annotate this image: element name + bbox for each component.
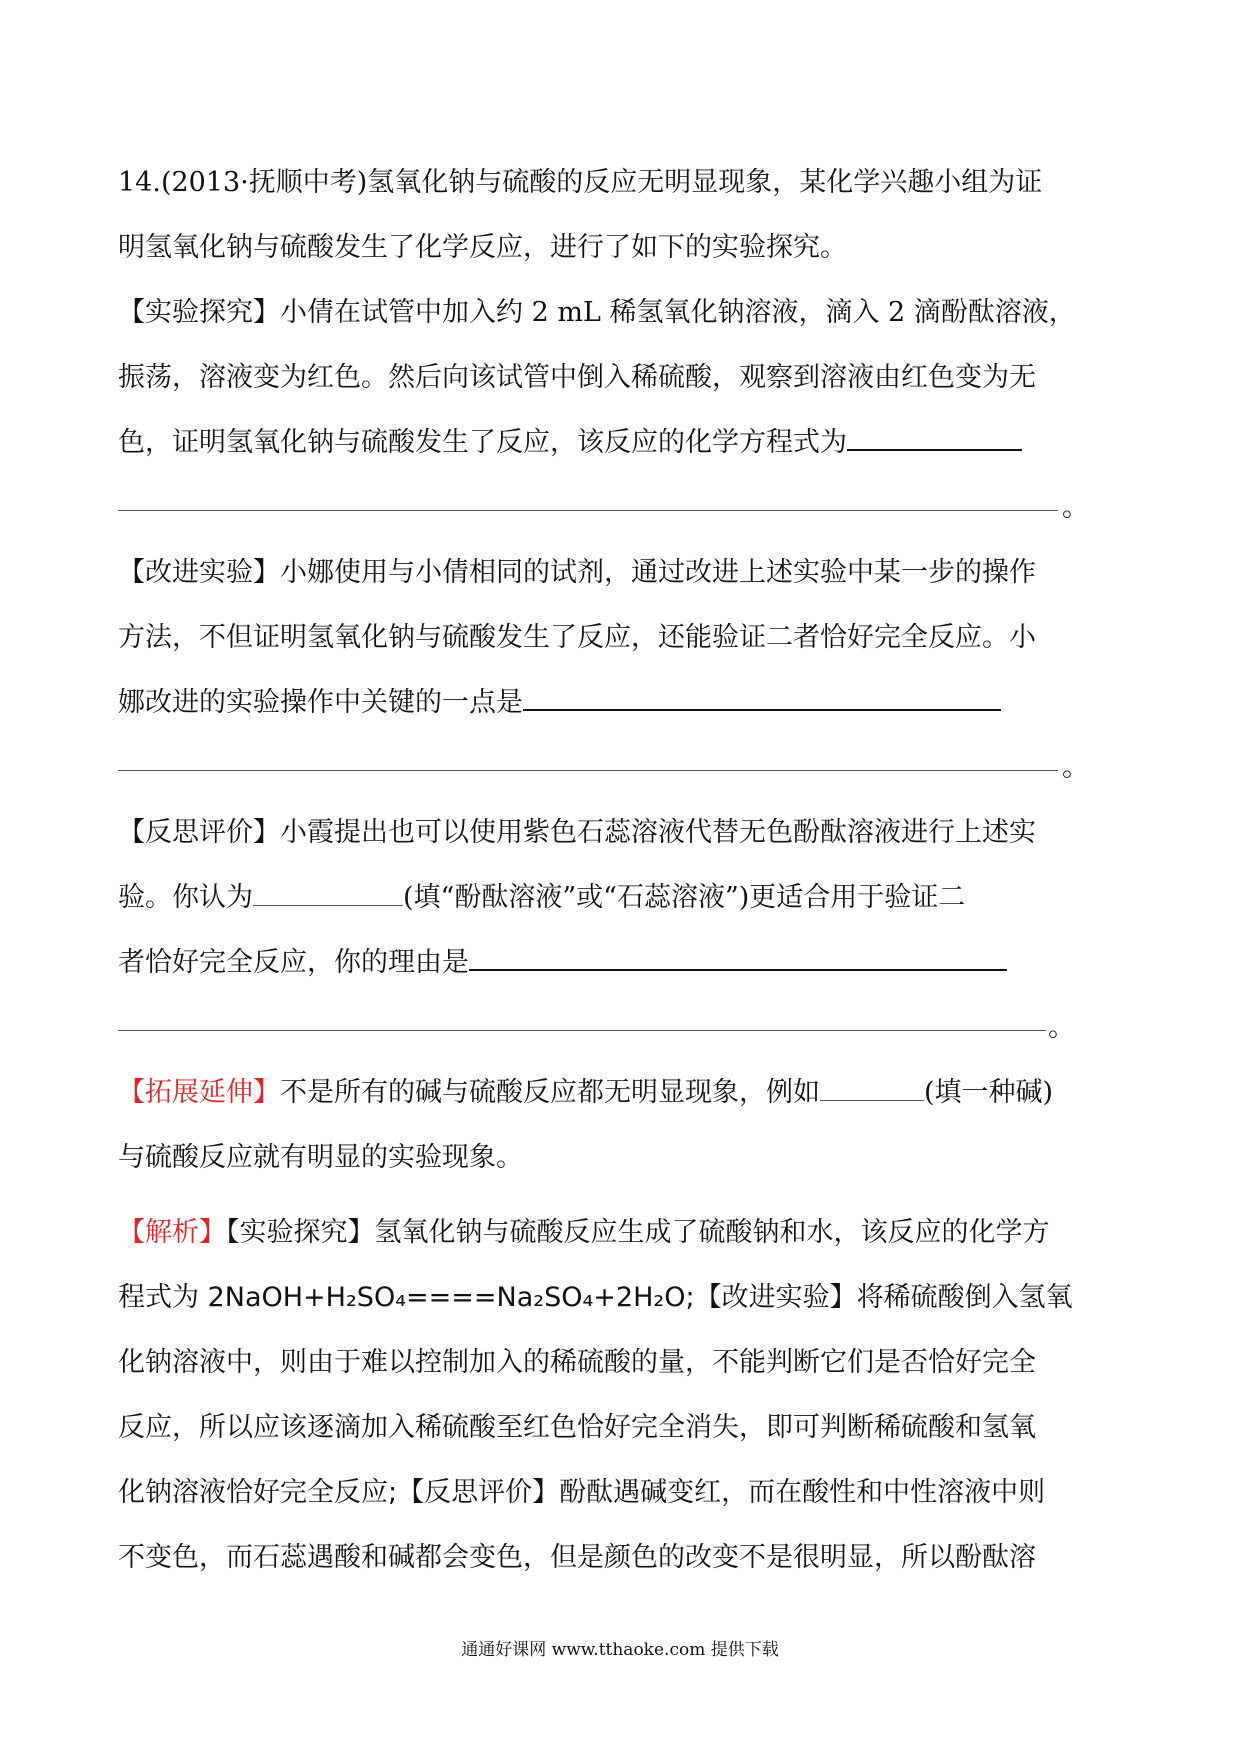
reason-answer-blank[interactable] [469,943,1007,971]
analysis-line-5: 化钠溶液恰好完全反应;【反思评价】酚酞遇碱变红，而在酸性和中性溶液中则 [118,1477,1046,1508]
analysis-line-3: 化钠溶液中，则由于难以控制加入的稀硫酸的量，不能判断它们是否恰好完全 [118,1347,1036,1378]
extend-text-1b: (填一种碱) [924,1077,1054,1108]
reflect-line-3 [118,930,1128,995]
improve-line-3 [118,670,1128,735]
question-content [118,150,1128,1590]
improve-line-2: 方法，不但证明氢氧化钠与硫酸发生了反应，还能验证二者恰好完全反应。小 [118,622,1036,653]
improve-text-3: 娜改进的实验操作中关键的一点是 [118,687,523,718]
equation-period: 。 [1062,492,1089,523]
extend-line-1 [118,1060,1128,1125]
question-stem-line-1: 14.(2013·抚顺中考)氢氧化钠与硫酸的反应无明显现象，某化学兴趣小组为证 [118,167,1043,198]
experiment-line-1 [118,280,1128,345]
reflect-text-2b: (填“酚酞溶液”或“石蕊溶液”)更适合用于验证二 [403,882,966,913]
analysis-line-1 [118,1200,1128,1265]
analysis-line-2: 程式为 2NaOH+H₂SO₄====Na₂SO₄+2H₂O;【改进实验】将稀硫酸倒入氢氧 [118,1282,1073,1313]
equation-answer-line[interactable] [118,510,1058,511]
extend-text-1a: 不是所有的碱与硫酸反应都无明显现象，例如 [280,1077,820,1108]
extend-label: 【拓展延伸】 [118,1077,280,1108]
improve-line-1 [118,540,1128,605]
reflect-label: 【反思评价】 [118,817,280,848]
reflect-line-1 [118,800,1128,865]
page-footer: 通通好课网 www.tthaoke.com 提供下载 [461,1640,779,1660]
reason-answer-line[interactable] [118,1030,1046,1031]
experiment-text-1: 小倩在试管中加入约 2 mL 稀氢氧化钠溶液，滴入 2 滴酚酞溶液， [280,297,1076,328]
reflect-line-2 [118,865,1128,930]
key-point-answer-blank-row[interactable] [118,735,1128,800]
analysis-line-6: 不变色，而石蕊遇酸和碱都会变色，但是颜色的改变不是很明显，所以酚酞溶 [118,1542,1036,1573]
experiment-line-3 [118,410,1128,475]
equation-answer-blank-row[interactable] [118,475,1128,540]
key-point-period: 。 [1062,752,1089,783]
reflect-text-2a: 验。你认为 [118,882,253,913]
reason-period: 。 [1048,1012,1075,1043]
extend-line-2: 与硫酸反应就有明显的实验现象。 [118,1142,523,1173]
equation-answer-blank[interactable] [847,423,1022,451]
indicator-choice-blank[interactable] [253,881,403,906]
reflect-text-3: 者恰好完全反应，你的理由是 [118,947,469,978]
experiment-text-3: 色，证明氢氧化钠与硫酸发生了反应，该反应的化学方程式为 [118,427,847,458]
key-point-answer-blank[interactable] [523,683,1001,711]
reflect-text-1: 小霞提出也可以使用紫色石蕊溶液代替无色酚酞溶液进行上述实 [280,817,1036,848]
key-point-answer-line[interactable] [118,770,1058,771]
reason-answer-blank-row[interactable] [118,995,1128,1060]
analysis-label: 【解析】 [118,1217,226,1248]
analysis-line-4: 反应，所以应该逐滴加入稀硫酸至红色恰好完全消失，即可判断稀硫酸和氢氧 [118,1412,1036,1443]
improve-label: 【改进实验】 [118,557,280,588]
experiment-label: 【实验探究】 [118,297,280,328]
base-example-blank[interactable] [820,1076,924,1101]
experiment-line-2: 振荡，溶液变为红色。然后向该试管中倒入稀硫酸，观察到溶液由红色变为无 [118,362,1036,393]
question-stem-line-2: 明氢氧化钠与硫酸发生了化学反应，进行了如下的实验探究。 [118,232,847,263]
improve-text-1: 小娜使用与小倩相同的试剂，通过改进上述实验中某一步的操作 [280,557,1036,588]
analysis-text-1: 【实验探究】氢氧化钠与硫酸反应生成了硫酸钠和水，该反应的化学方 [226,1217,1050,1248]
